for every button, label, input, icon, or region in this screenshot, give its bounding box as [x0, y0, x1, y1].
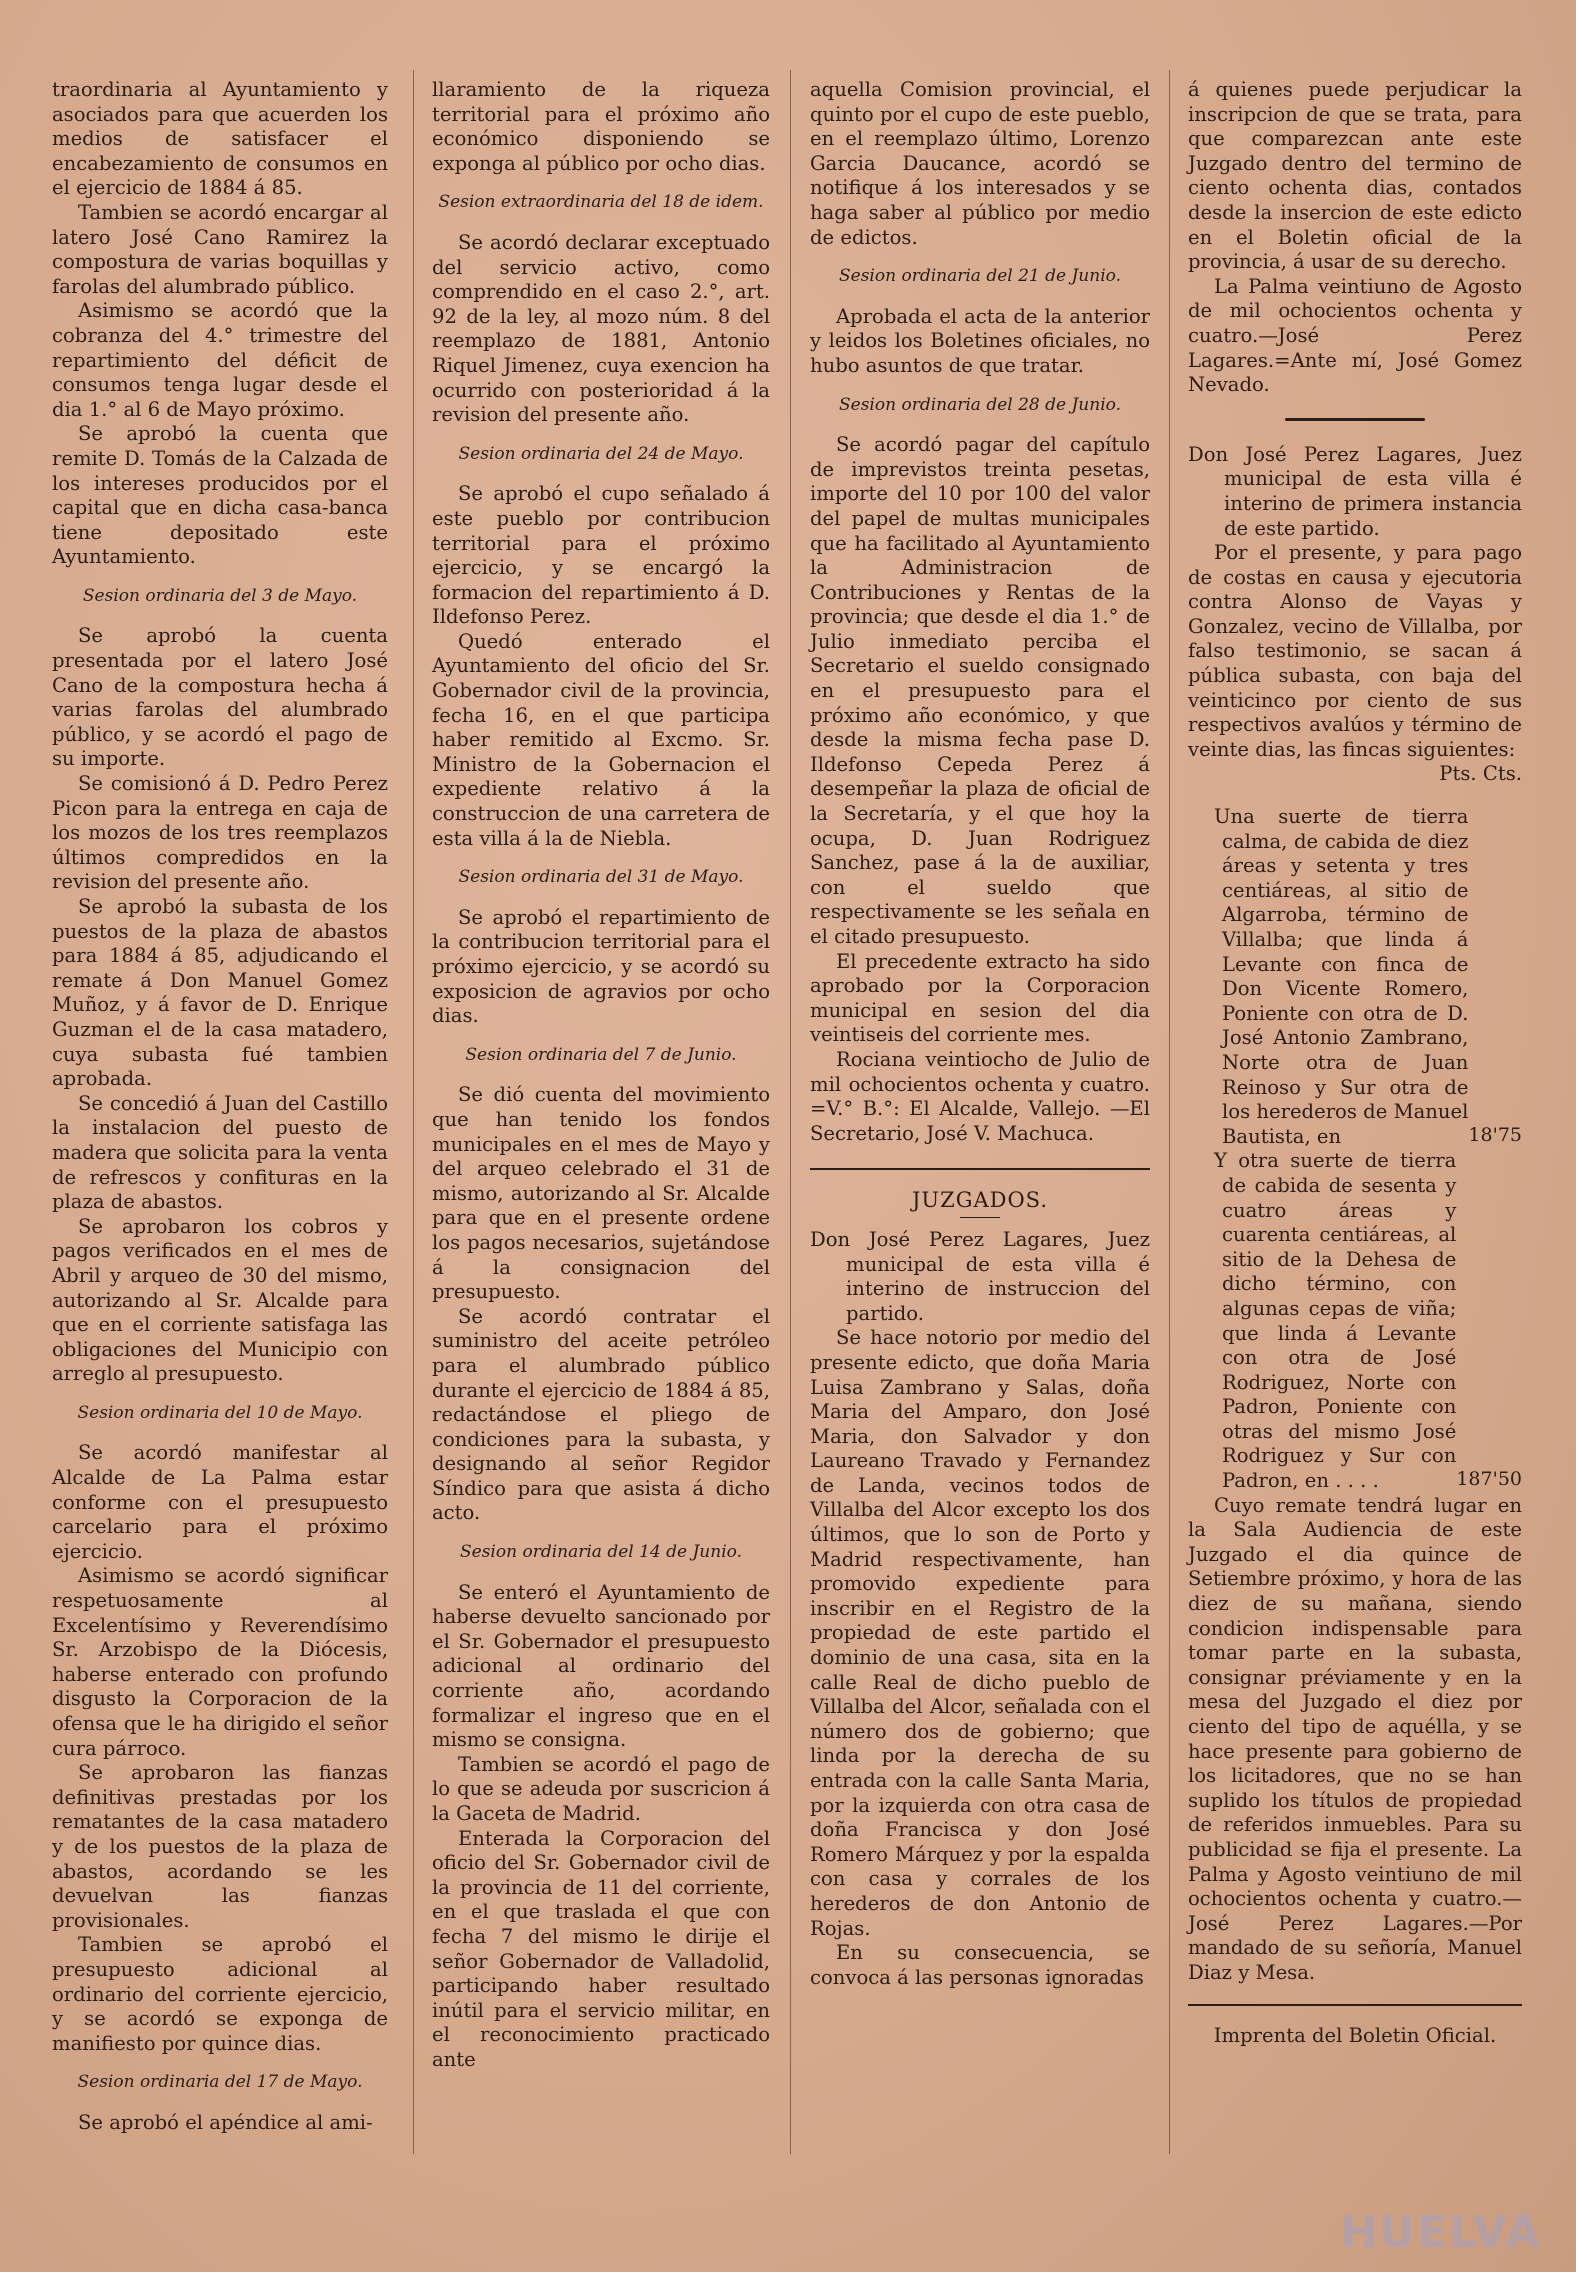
session-heading: Sesion ordinaria del 31 de Mayo.: [458, 867, 744, 888]
amount-column-header: Pts. Cts.: [1439, 762, 1522, 786]
paragraph: Se hace notorio por medio del presente edicto, que doña Maria Luisa Zambrano y Salas, doña Maria del Amparo, don José Maria, don Salvador y don Laureano Travado y Fernandez de Landa, vecinos todos de Villalba del Alcor excepto los dos últimos, que lo son de Porto y Madrid respectivamente, han promovido expediente para inscribir en el Registro de la propiedad de este partido el dominio de una casa, sita en la calle Real de dicho pueblo de Villalba del Alcor, señalada con el número dos de gobierno; que linda por la derecha de su entrada con la calle Santa Maria, por la izquierda con otra casa de doña Francisca y don José Romero Márquez y por la espalda con casa y corrales de los herederos de don Antonio de Rojas.: [810, 1326, 1150, 1940]
paragraph: Se acordó contratar el suministro del aceite petróleo para el alumbrado público durante el ejercicio de 1884 á 85, redactándose el pliego de condiciones para la subasta, y designando al señor Regidor Síndico para que asista á dicho acto.: [432, 1304, 770, 1525]
column-4: [1188, 78, 1522, 2232]
archive-watermark: HUELVA: [1340, 2207, 1542, 2258]
property-amount: 18'75: [1468, 1123, 1522, 1146]
edict-header: Don José Perez Lagares, Juez municipal de esta villa é interino de primera instancia de este partido.: [1188, 442, 1522, 540]
column-2: [432, 78, 770, 2232]
ornamental-divider: [1285, 418, 1425, 421]
property-description: Y otra suerte de tierra de cabida de sesenta y cuatro áreas y cuarenta centiáreas, al sitio de la Dehesa de dicho término, con algunas cepas de viña; que linda á Levante con otra de José Rodriguez, Norte con Padron, Poniente con otras del mismo José Rodriguez y Sur con Padron, en . . . .: [1214, 1149, 1457, 1493]
paragraph: Por el presente, y para pago de costas en causa y ejecutoria contra Alonso de Vayas y Gonzalez, vecino de Villalba, por falso testimonio, se sacan á pública subasta, con baja del veinticinco por ciento de sus respectivos avalúos y término de veinte dias, las fincas siguientes:: [1188, 541, 1522, 761]
paragraph: Se acordó pagar del capítulo de imprevistos treinta pesetas, importe del 10 por 100 del valor del papel de multas municipales que ha facilitado al Ayuntamiento la Administracion de Contribuciones y Rentas de la provincia; que desde el dia 1.° de Julio inmediato perciba el Secretario el sueldo consignado en el presupuesto para el próximo año económico, y que desde la misma fecha pase D. Ildefonso Cepeda Perez á desempeñar la plaza de oficial de la Secretaría, y el que hoy la ocupa, D. Juan Rodriguez Sanchez, pase á la de auxiliar, con el sueldo que respectivamente se les señala en el citado presupuesto.: [810, 433, 1150, 948]
paragraph: Enterada la Corporacion del oficio del Sr. Gobernador civil de la provincia de 11 del corriente, en el que traslada el que con fecha 7 del mismo le dirije el señor Gobernador de Valladolid, participando haber resultado inútil para el servicio militar, en el reconocimiento practicado ante: [432, 1826, 770, 2071]
paragraph: Se enteró el Ayuntamiento de haberse devuelto sancionado por el Sr. Gobernador el presupuesto adicional al ordinario del corriente año, acordando formalizar el ingreso que en el mismo se consigna.: [432, 1580, 770, 1752]
paragraph: Se aprobó el apéndice al ami-: [78, 2110, 373, 2134]
heading-underline: [960, 1217, 1000, 1218]
paragraph: Se concedió á Juan del Castillo la instalacion del puesto de madera que solicita para la venta de refrescos y confituras en la plaza de abastos.: [52, 1091, 388, 1214]
column-1: [52, 78, 388, 2232]
paragraph: Se aprobó la subasta de los puestos de la plaza de abastos para 1884 á 85, adjudicando el remate á Don Manuel Gomez Muñoz, y á favor de D. Enrique Guzman el de la casa matadero, cuya subasta fué tambien aprobada.: [52, 895, 388, 1091]
paragraph: La Palma veintiuno de Agosto de mil ochocientos ochenta y cuatro.—José Perez Lagares.=Ante mí, José Gomez Nevado.: [1188, 274, 1522, 397]
property-entry: [1188, 1149, 1522, 1493]
column-divider: [413, 70, 414, 2154]
paragraph: En su consecuencia, se convoca á las personas ignoradas: [810, 1941, 1150, 1989]
paragraph: Se acordó declarar exceptuado del servicio activo, como comprendido en el caso 2.°, art. 92 de la ley, al mozo núm. 8 del reemplazo de 1881, Antonio Riquel Jimenez, cuya exencion ha ocurrido con posterioridad á la revision del presente año.: [432, 230, 770, 427]
paragraph: Aprobada el acta de la anterior y leidos los Boletines oficiales, no hubo asuntos de que tratar.: [810, 304, 1150, 377]
session-heading: Sesion ordinaria del 28 de Junio.: [839, 394, 1121, 415]
paragraph: llaramiento de la riqueza territorial para el próximo año económico disponiendo se exponga al público por ocho dias.: [432, 78, 770, 175]
paragraph: Asimismo se acordó significar respetuosamente al Excelentísimo y Reverendísimo Sr. Arzobispo de la Diócesis, haberse enterado con profundo disgusto la Corporacion de la ofensa que le ha dirigido el señor cura párroco.: [52, 1564, 388, 1760]
session-heading: Sesion ordinaria del 24 de Mayo.: [458, 443, 744, 464]
column-3: [810, 78, 1150, 2232]
column-divider: [1169, 70, 1170, 2154]
session-heading: Sesion ordinaria del 3 de Mayo.: [82, 585, 358, 606]
section-divider: [1188, 2004, 1522, 2006]
paragraph: traordinaria al Ayuntamiento y asociados para que acuerden los medios de satisfacer el encabezamiento de consumos en el ejercicio de 1884 á 85.: [52, 78, 388, 200]
section-heading: JUZGADOS.: [911, 1188, 1048, 1213]
property-entry: [1188, 805, 1522, 1149]
paragraph: Se aprobaron los cobros y pagos verificados en el mes de Abril y arqueo de 30 del mismo, autorizando al Sr. Alcalde para que en el corriente satisfaga las obligaciones del Municipio con arreglo al presupuesto.: [52, 1214, 388, 1386]
session-heading: Sesion ordinaria del 17 de Mayo.: [77, 2072, 363, 2093]
property-description: Una suerte de tierra calma, de cabida de diez áreas y setenta y tres centiáreas, al sitio de Algarroba, término de Villalba; que linda á Levante con finca de Don Vicente Romero, Poniente con otra de D. José Antonio Zambrano, Norte otra de Juan Reinoso y Sur otra de los herederos de Manuel Bautista, en: [1214, 805, 1469, 1148]
paragraph: Asimismo se acordó que la cobranza del 4.° trimestre del repartimiento del déficit de consumos tenga lugar desde el dia 1.° al 6 de Mayo próximo.: [52, 299, 388, 421]
session-heading: Sesion ordinaria del 21 de Junio.: [839, 266, 1121, 287]
property-amount: 187'50: [1456, 1468, 1522, 1491]
paragraph: Se aprobaron las fianzas definitivas prestadas por los rematantes de la casa matadero y de los puestos de la plaza de abastos, acordando se les devuelvan las fianzas provisionales.: [52, 1761, 388, 1932]
paragraph: Se aprobó el repartimiento de la contribucion territorial para el próximo ejercicio, y se acordó su exposicion de agravios por ocho dias.: [432, 905, 770, 1028]
paragraph: Tambien se acordó encargar al latero José Cano Ramirez la compostura de varias boquillas y farolas del alumbrado público.: [52, 200, 388, 298]
paragraph: Se comisionó á D. Pedro Perez Picon para la entrega en caja de los mozos de los tres reemplazos últimos compredidos en la revision del presente año.: [52, 772, 388, 894]
session-heading: Sesion extraordinaria del 18 de idem.: [438, 192, 764, 213]
session-heading: Sesion ordinaria del 10 de Mayo.: [77, 1402, 363, 1423]
session-heading: Sesion ordinaria del 14 de Junio.: [460, 1542, 742, 1563]
paragraph: Se acordó manifestar al Alcalde de La Palma estar conforme con el presupuesto carcelario para el próximo ejercicio.: [52, 1441, 388, 1563]
paragraph: Se aprobó la cuenta que remite D. Tomás de la Calzada de los intereses producidos por el capital que en dicha casa-banca tiene depositado este Ayuntamiento.: [52, 422, 388, 569]
paragraph: Se aprobó la cuenta presentada por el latero José Cano de la compostura hecha á varias farolas del alumbrado público, y se acordó el pago de su importe.: [52, 624, 388, 771]
section-divider: [810, 1168, 1150, 1170]
paragraph: Se dió cuenta del movimiento que han tenido los fondos municipales en el mes de Mayo y del arqueo celebrado el 31 de mismo, autorizando al Sr. Alcalde para que en el presente ordene los pagos necesarios, sujetándose á la consignacion del presupuesto.: [432, 1083, 770, 1304]
paragraph: El precedente extracto ha sido aprobado por la Corporacion municipal en sesion del dia veintiseis del corriente mes.: [810, 949, 1150, 1047]
paragraph: Rociana veintiocho de Julio de mil ochocientos ochenta y cuatro. =V.° B.°: El Alcalde, Vallejo. —El Secretario, José V. Machuca.: [810, 1047, 1150, 1145]
session-heading: Sesion ordinaria del 7 de Junio.: [465, 1044, 737, 1065]
column-divider: [790, 70, 791, 2154]
paragraph: Tambien se aprobó el presupuesto adicional al ordinario del corriente ejercicio, y se acordó se exponga de manifiesto por quince dias.: [52, 1933, 388, 2055]
paragraph: Quedó enterado el Ayuntamiento del oficio del Sr. Gobernador civil de la provincia, fecha 16, en el que participa haber remitido al Excmo. Sr. Ministro de la Gobernacion el expediente relativo á la construccion de una carretera de esta villa á la de Niebla.: [432, 629, 770, 850]
edict-header: Don José Perez Lagares, Juez municipal de esta villa é interino de instruccion del partido.: [810, 1227, 1150, 1325]
paragraph: aquella Comision provincial, el quinto por el cupo de este pueblo, en el reemplazo último, Lorenzo Garcia Daucance, acordó se notifique á los interesados y se haga saber al público por medio de edictos.: [810, 78, 1150, 249]
paragraph: Se aprobó el cupo señalado á este pueblo por contribucion territorial para el próximo ejercicio, y se encargó la formacion del repartimiento á D. Ildefonso Perez.: [432, 482, 770, 629]
paragraph: Tambien se acordó el pago de lo que se adeuda por suscricion á la Gaceta de Madrid.: [432, 1752, 770, 1825]
paragraph: á quienes puede perjudicar la inscripcion de que se trata, para que comparezcan ante este Juzgado dentro del termino de ciento ochenta dias, contados desde la insercion de este edicto en el Boletin oficial de la provincia, á usar de su derecho.: [1188, 78, 1522, 274]
paragraph: Cuyo remate tendrá lugar en la Sala Audiencia de este Juzgado el dia quince de Setiembre próximo, y hora de las diez de su mañana, siendo condicion indispensable para tomar parte en la subasta, consignar préviamente y en la mesa del Juzgado el diez por ciento del tipo de aquélla, y se hace presente para gobierno de los licitadores, que no se han suplido los títulos de propiedad de referidos inmuebles. Para su publicidad se fija el presente. La Palma y Agosto veintiuno de mil ochocientos ochenta y cuatro.—José Perez Lagares.—Por mandado de su señoría, Manuel Diaz y Mesa.: [1188, 1493, 1522, 1984]
printer-imprint: Imprenta del Boletin Oficial.: [1213, 2023, 1497, 2047]
